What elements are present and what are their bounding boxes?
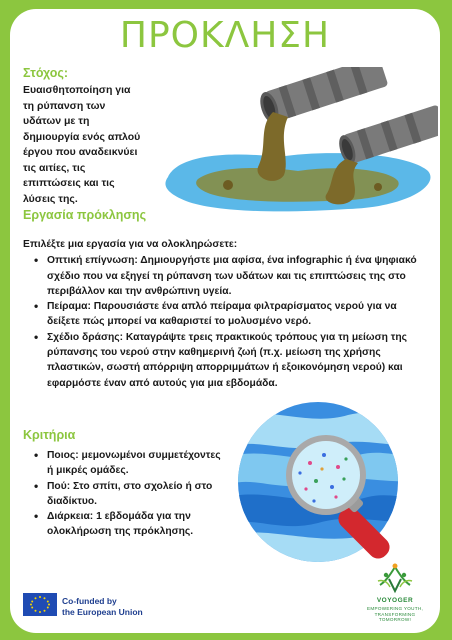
tagline-line-3: TOMORROW! bbox=[378, 617, 412, 623]
voyager-logo-name: VOYOGER bbox=[376, 597, 414, 604]
task-section bbox=[23, 237, 418, 391]
list-item bbox=[23, 299, 418, 330]
eu-line-1: Co-funded by bbox=[62, 596, 117, 606]
list-item: • Πού: Στο σπίτι, στο σχολείο ή στο διαδίκτυο. bbox=[23, 479, 228, 510]
task-item-text: Πείραμα: Παρουσιάστε ένα απλό πείραμα φιλτραρίσματος νερού για να δείξετε πώς μπορεί να καθαριστεί το μολυσμένο νερό. bbox=[47, 301, 397, 328]
task-item-text-rest: ή ένα ψηφιακό σχέδιο που να εξηγεί τη ρύπανση των υδάτων και τις επιπτώσεις της στο περιβάλλον και την ανθρώπινη υγεία. bbox=[47, 255, 417, 297]
task-item-text: Οπτική επίγνωση: Δημιουργήστε μια αφίσα, ένα bbox=[47, 255, 287, 267]
task-item-text: Σχέδιο δράσης: Καταγράψτε τρεις πρακτικούς τρόπους για τη μείωση της ρύπανσης του νερού στην καθημερινή ζωή (π.χ. μείωση της χρήσης πλαστικών, σωστή απόρριψη απορριμμάτων ή εξοικονόμηση νερού) και εφαρμόστε έναν από αυτούς για μια εβδομάδα. bbox=[47, 331, 408, 389]
criteria-section bbox=[23, 448, 228, 540]
voyager-logo-icon bbox=[360, 561, 430, 597]
eu-line-2: the European Union bbox=[62, 607, 143, 617]
criteria-list bbox=[23, 448, 228, 540]
list-item: • Διάρκεια: 1 εβδομάδα για την ολοκλήρωση της πρόκλησης. bbox=[23, 509, 228, 540]
page-title: ΠΡΟΚΛΗΣΗ bbox=[119, 15, 331, 56]
polluted-pipes-illustration bbox=[158, 67, 438, 217]
list-item: • Ποιος: μεμονωμένοι συμμετέχοντες ή μικρές ομάδες. bbox=[23, 448, 228, 479]
goal-heading: Στόχος: bbox=[23, 66, 69, 80]
task-intro: Επιλέξτε μια εργασία για να ολοκληρώσετε: bbox=[23, 239, 238, 250]
goal-text: Ευαισθητοποίηση για τη ρύπανση των υδάτων με τη δημιουργία ενός απλού έργου που αναδεικνύει τις αιτίες, τις επιπτώσεις και τις λύσεις της. bbox=[23, 84, 141, 205]
content-sheet bbox=[10, 9, 440, 633]
task-item-emphasis: infographic bbox=[286, 255, 343, 267]
voyager-logo-tagline bbox=[355, 606, 435, 623]
tagline-line-1: EMPOWERING YOUTH, bbox=[366, 606, 424, 611]
magnifier-water-illustration bbox=[228, 397, 433, 577]
task-list bbox=[23, 253, 418, 391]
task-heading: Εργασία πρόκλησης bbox=[23, 208, 147, 222]
list-item bbox=[23, 253, 418, 299]
list-item bbox=[23, 330, 418, 391]
criteria-heading: Κριτήρια bbox=[23, 428, 76, 442]
eu-funding-text bbox=[62, 596, 143, 618]
tagline-line-2: TRANSFORMING bbox=[374, 611, 416, 617]
eu-flag-icon bbox=[23, 593, 57, 616]
